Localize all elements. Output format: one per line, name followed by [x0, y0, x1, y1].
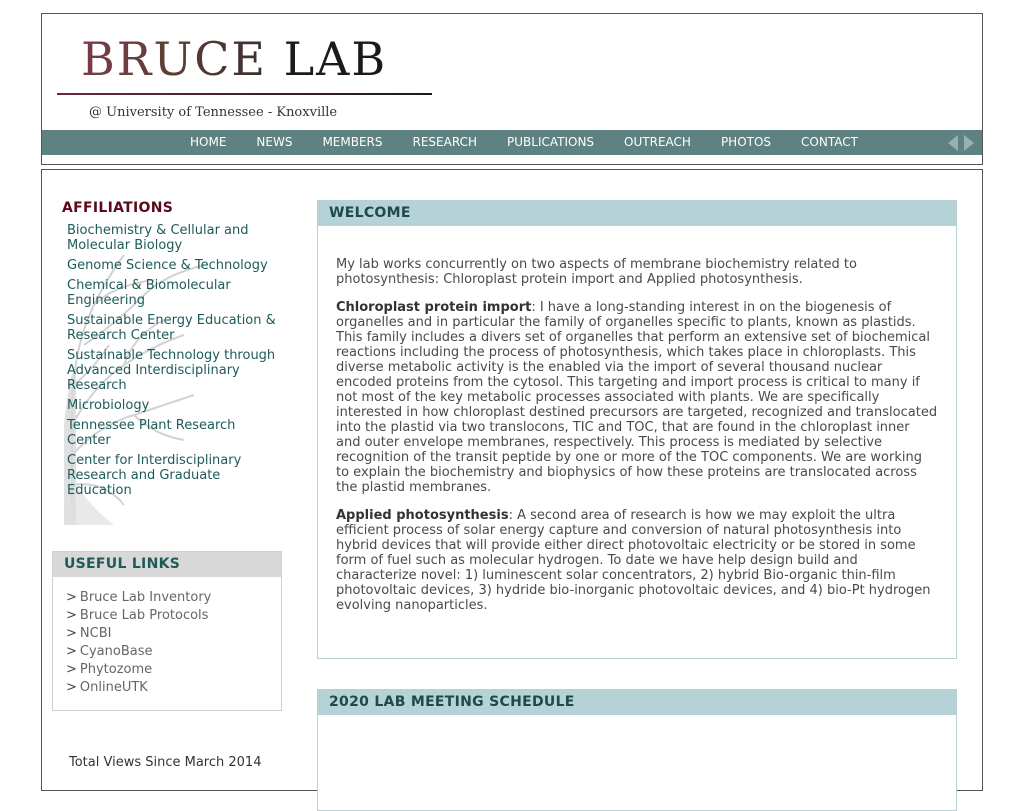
- link-marker: >: [66, 626, 77, 641]
- affiliations-title: AFFILIATIONS: [62, 200, 174, 216]
- schedule-panel: [317, 689, 957, 811]
- arrow-right-icon[interactable]: [964, 135, 974, 151]
- arrow-left-icon[interactable]: [948, 135, 958, 151]
- affiliation-link[interactable]: Center for Interdisciplinary Research and Graduate Education: [67, 453, 242, 498]
- useful-link-label: Bruce Lab Protocols: [79, 608, 209, 623]
- welcome-intro: My lab works concurrently on two aspects of membrane biochemistry related to photosynthesis: Chloroplast protein import and Applied photosynthesis.: [336, 257, 857, 287]
- useful-link[interactable]: [66, 607, 281, 625]
- affiliations-list: [67, 223, 282, 503]
- logo-subtitle: @ University of Tennessee - Knoxville: [89, 105, 338, 120]
- total-views-label: Total Views Since March 2014: [69, 755, 262, 770]
- logo-bruce-text: BRUCE: [81, 32, 267, 86]
- useful-links-list: [53, 577, 281, 697]
- nav-publications[interactable]: PUBLICATIONS: [507, 135, 595, 149]
- welcome-title: WELCOME: [318, 201, 956, 226]
- nav-news[interactable]: NEWS: [256, 135, 293, 149]
- affiliation-link[interactable]: Tennessee Plant Research Center: [67, 418, 236, 448]
- main-nav: [42, 130, 982, 155]
- welcome-paragraph-2: [336, 508, 938, 613]
- paragraph-text: : I have a long-standing interest in on the biogenesis of organelles and in particular the family of organelles specific to plants, known as plastids. This family includes a divers set of organelles that perform an extensive set of biochemical reactions including the process of photosynthesis, which takes place in chloroplasts. This diverse metabolic activity is the enabled via the import of several thousand nuclear encoded proteins from the cytosol. This targeting and import process is critical to many if not most of the key metabolic processes associated with plants. We are specifically interested in how chloroplast destined precursors are targeted, recognized and translocated into the plastid via two translocons, TIC and TOC, that are found in the chloroplast inner and outer envelope membranes, respectively. This process is mediated by selective recognition of the transit peptide by one or more of the TOC components. We are working to explain the biochemistry and biophysics of how these proteins are translocated across the plastid membranes.: [336, 300, 938, 495]
- useful-link-label: CyanoBase: [79, 644, 153, 659]
- nav-members[interactable]: MEMBERS: [322, 135, 383, 149]
- nav-home[interactable]: HOME: [190, 135, 227, 149]
- schedule-title: 2020 LAB MEETING SCHEDULE: [318, 690, 956, 715]
- useful-link[interactable]: [66, 679, 281, 697]
- main-content: [41, 169, 983, 791]
- useful-link[interactable]: [66, 661, 281, 679]
- welcome-panel: [317, 200, 957, 659]
- useful-link[interactable]: [66, 625, 281, 643]
- link-marker: >: [66, 608, 77, 623]
- site-header: [41, 13, 983, 165]
- affiliation-link[interactable]: Genome Science & Technology: [67, 258, 268, 273]
- link-marker: >: [66, 644, 77, 659]
- useful-link[interactable]: [66, 589, 281, 607]
- welcome-paragraph-1: [336, 300, 938, 495]
- paragraph-text: : A second area of research is how we may exploit the ultra efficient process of solar energy capture and conversion of natural photosynthesis into hybrid devices that will provide either direct photovoltaic electricity or be stored in some form of fuel such as molecular hydrogen. To date we have help design build and characterize novel: 1) luminescent solar concentrators, 2) hybrid Bio-organic thin-film photovoltaic devices, 3) hydride bio-inorganic photovoltaic devices, and 4) bio-Pt hydrogen evolving nanoparticles.: [336, 508, 931, 613]
- affiliation-link[interactable]: Sustainable Energy Education & Research Center: [67, 313, 276, 343]
- link-marker: >: [66, 590, 77, 605]
- nav-arrows: [948, 135, 974, 151]
- affiliation-link[interactable]: Biochemistry & Cellular and Molecular Biology: [67, 223, 249, 253]
- logo-divider: [57, 93, 432, 95]
- site-logo[interactable]: [81, 32, 388, 86]
- link-marker: >: [66, 662, 77, 677]
- useful-link[interactable]: [66, 643, 281, 661]
- useful-link-label: NCBI: [79, 626, 112, 641]
- nav-contact[interactable]: CONTACT: [801, 135, 858, 149]
- useful-link-label: OnlineUTK: [79, 680, 148, 695]
- nav-outreach[interactable]: OUTREACH: [624, 135, 691, 149]
- paragraph-heading: Chloroplast protein import: [336, 300, 532, 315]
- useful-link-label: Bruce Lab Inventory: [79, 590, 212, 605]
- welcome-body: [318, 226, 956, 613]
- nav-photos[interactable]: PHOTOS: [720, 135, 772, 149]
- link-marker: >: [66, 680, 77, 695]
- affiliation-link[interactable]: Microbiology: [67, 398, 150, 413]
- useful-link-label: Phytozome: [79, 662, 153, 677]
- paragraph-heading: Applied photosynthesis: [336, 508, 509, 523]
- useful-links-box: [52, 551, 282, 711]
- affiliation-link[interactable]: Sustainable Technology through Advanced Interdisciplinary Research: [67, 348, 276, 393]
- affiliation-link[interactable]: Chemical & Biomolecular Engineering: [67, 278, 231, 308]
- useful-links-title: USEFUL LINKS: [53, 552, 281, 577]
- logo-lab-text: LAB: [283, 32, 388, 86]
- nav-research[interactable]: RESEARCH: [412, 135, 477, 149]
